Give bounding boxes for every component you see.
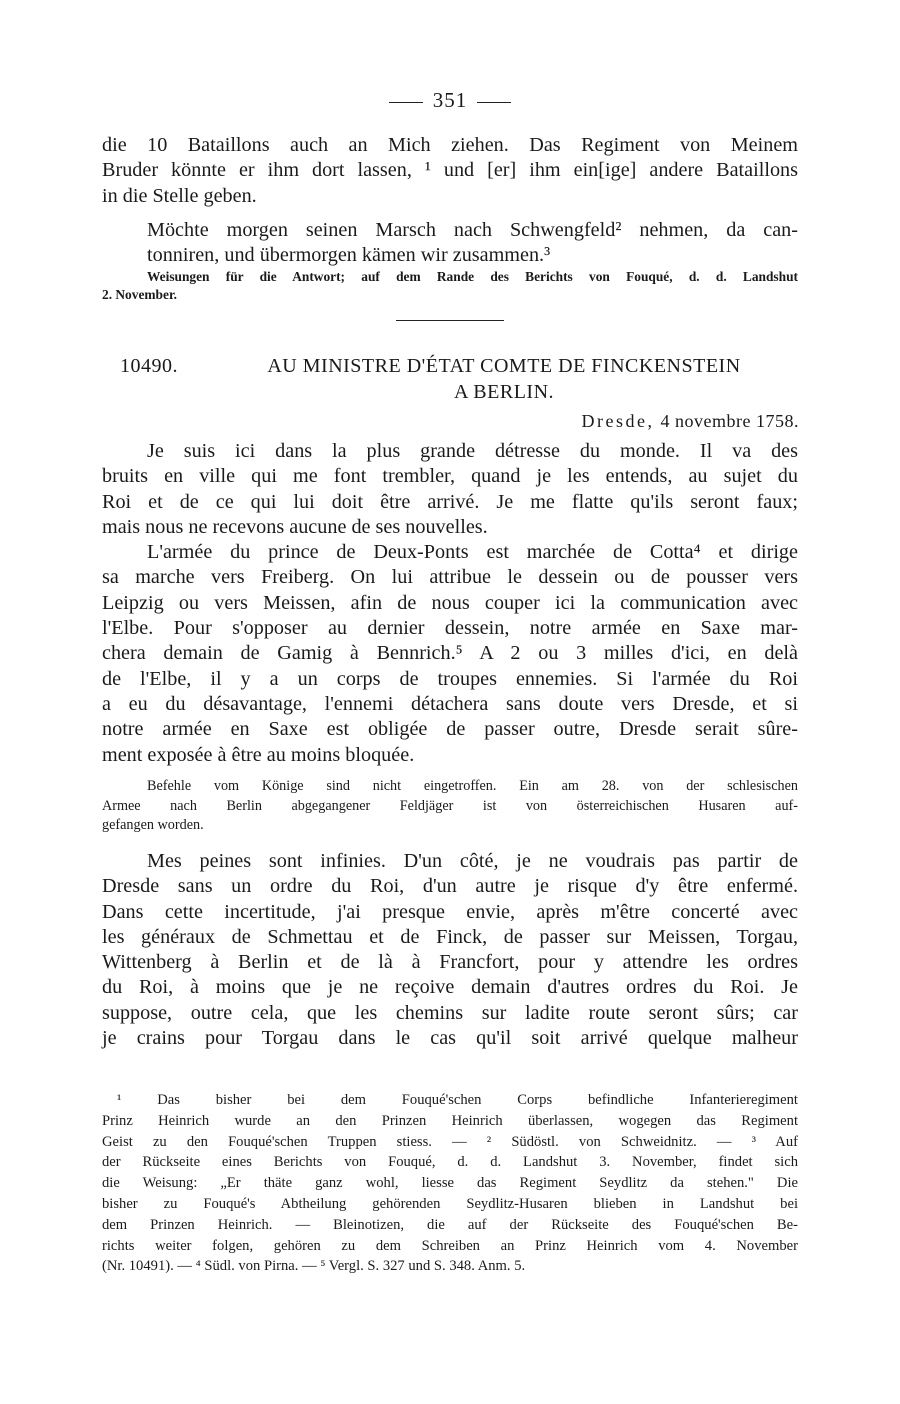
text-line: de l'Elbe, il y a un corps de troupes ennemies. Si l'armée du Roi bbox=[102, 667, 798, 690]
text-line: notre armée en Saxe est obligée de passer outre, Dresde serait sûre- bbox=[102, 718, 798, 741]
footnotes bbox=[102, 1090, 798, 1277]
footnote-line: die Weisung: „Er thäte ganz wohl, liesse das Regiment Seydlitz da stehen." Die bbox=[102, 1175, 798, 1192]
note-line: Weisungen für die Antwort; auf dem Rande des Berichts von Fouqué, d. d. Landshut bbox=[147, 269, 798, 284]
page-number-row bbox=[0, 88, 900, 113]
text-line: tonniren, und übermorgen kämen wir zusammen.³ bbox=[147, 244, 551, 267]
footnote-line: dem Prinzen Heinrich. — Bleinotizen, die auf der Rückseite des Fouqué'schen Be- bbox=[102, 1216, 798, 1233]
text-line: Dans cette incertitude, j'ai presque envie, après m'être concerté avec bbox=[102, 900, 798, 923]
text-line: sa marche vers Freiberg. On lui attribue le dessein ou de pousser vers bbox=[102, 566, 798, 589]
text-line: Roi et de ce qui lui doit être arrivé. Je me flatte qu'ils seront faux; bbox=[102, 490, 798, 513]
editorial-note-1 bbox=[102, 268, 798, 303]
text-line: l'Elbe. Pour s'opposer au dernier dessein, notre armée en Saxe mar- bbox=[102, 617, 798, 640]
letter-body-1 bbox=[102, 439, 798, 768]
page-number-dash-right bbox=[477, 102, 511, 103]
place: Dresde, bbox=[581, 411, 655, 431]
page-number: 351 bbox=[432, 88, 468, 112]
text-line: Möchte morgen seinen Marsch nach Schwengfeld² nehmen, da can- bbox=[147, 218, 798, 241]
text-line: Mes peines sont infinies. D'un côté, je ne voudrais pas partir de bbox=[147, 850, 798, 872]
note-line: 2. November. bbox=[102, 286, 178, 302]
text-line: du Roi, à moins que je ne reçoive demain d'autres ordres du Roi. Je bbox=[102, 976, 798, 999]
footnote-line: bisher zu Fouqué's Abtheilung gehörenden Seydlitz-Husaren blieben in Landshut bei bbox=[102, 1195, 798, 1212]
top-paragraph bbox=[102, 133, 798, 268]
text-line: Leipzig ou vers Meissen, afin de nous couper ici la communication avec bbox=[102, 591, 798, 614]
text-line: je crains pour Torgau dans le cas qu'il soit arrivé quelque malheur bbox=[102, 1027, 798, 1050]
letter-number: 10490. bbox=[120, 355, 178, 377]
text-line: in die Stelle geben. bbox=[102, 184, 257, 207]
note-line: gefangen worden. bbox=[102, 817, 204, 833]
text-line: mais nous ne recevons aucune de ses nouvelles. bbox=[102, 515, 488, 538]
letter-title-line1: AU MINISTRE D'ÉTAT COMTE DE FINCKENSTEIN bbox=[267, 355, 741, 377]
letter-heading bbox=[102, 354, 798, 379]
footnote-line: Geist zu den Fouqué'schen Truppen stiess. — ² Südöstl. von Schweidnitz. — ³ Auf bbox=[102, 1133, 798, 1150]
text-line: L'armée du prince de Deux-Ponts est marchée de Cotta⁴ et dirige bbox=[147, 541, 798, 564]
text-line: bruits en ville qui me font trembler, quand je les entends, au sujet du bbox=[102, 465, 798, 488]
footnote-line: der Rückseite eines Berichts von Fouqué, d. d. Landshut 3. November, findet sich bbox=[102, 1154, 798, 1171]
place-date bbox=[582, 411, 799, 432]
note-line: Befehle vom Könige sind nicht eingetroffen. Ein am 28. von der schlesischen bbox=[147, 778, 798, 794]
editorial-note-2 bbox=[102, 777, 798, 836]
text-line: ment exposée à être au moins bloquée. bbox=[102, 743, 415, 766]
text-line: Dresde sans un ordre du Roi, d'un autre je risque d'y être enfermé. bbox=[102, 875, 798, 898]
footnote-line: (Nr. 10491). — ⁴ Südl. von Pirna. — ⁵ Vergl. S. 327 und S. 348. Anm. 5. bbox=[102, 1258, 526, 1275]
date: 4 novembre 1758. bbox=[660, 411, 799, 431]
text-line: die 10 Bataillons auch an Mich ziehen. Das Regiment von Meinem bbox=[102, 134, 798, 156]
footnote-line: ¹ Das bisher bei dem Fouqué'schen Corps befindliche Infanterieregiment bbox=[117, 1092, 798, 1108]
text-line: Bruder könnte er ihm dort lassen, ¹ und [er] ihm ein[ige] andere Bataillons bbox=[102, 159, 798, 182]
text-line: les généraux de Schmettau et de Finck, de passer sur Meissen, Torgau, bbox=[102, 925, 798, 948]
text-line: chera demain de Gamig à Bennrich.⁵ A 2 ou 3 milles d'ici, en delà bbox=[102, 642, 798, 665]
letter-heading-2 bbox=[102, 380, 798, 405]
letter-title-line2: A BERLIN. bbox=[453, 381, 555, 403]
letter-body-2 bbox=[102, 849, 798, 1051]
text-line: Wittenberg à Berlin et de là à Francfort, pour y attendre les ordres bbox=[102, 951, 798, 974]
footnote-line: richts weiter folgen, gehören zu dem Schreiben an Prinz Heinrich vom 4. November bbox=[102, 1237, 798, 1254]
section-divider bbox=[396, 320, 504, 321]
note-line: Armee nach Berlin abgegangener Feldjäger ist von österreichischen Husaren auf- bbox=[102, 797, 798, 814]
page-number-dash-left bbox=[389, 102, 423, 103]
footnote-line: Prinz Heinrich wurde an den Prinzen Heinrich überlassen, wogegen das Regiment bbox=[102, 1112, 798, 1129]
text-line: suppose, outre cela, que les chemins sur ladite route seront sûrs; car bbox=[102, 1001, 798, 1024]
text-line: Je suis ici dans la plus grande détresse du monde. Il va des bbox=[147, 440, 798, 462]
text-line: a eu du désavantage, l'ennemi détachera sans doute vers Dresde, et si bbox=[102, 692, 798, 715]
